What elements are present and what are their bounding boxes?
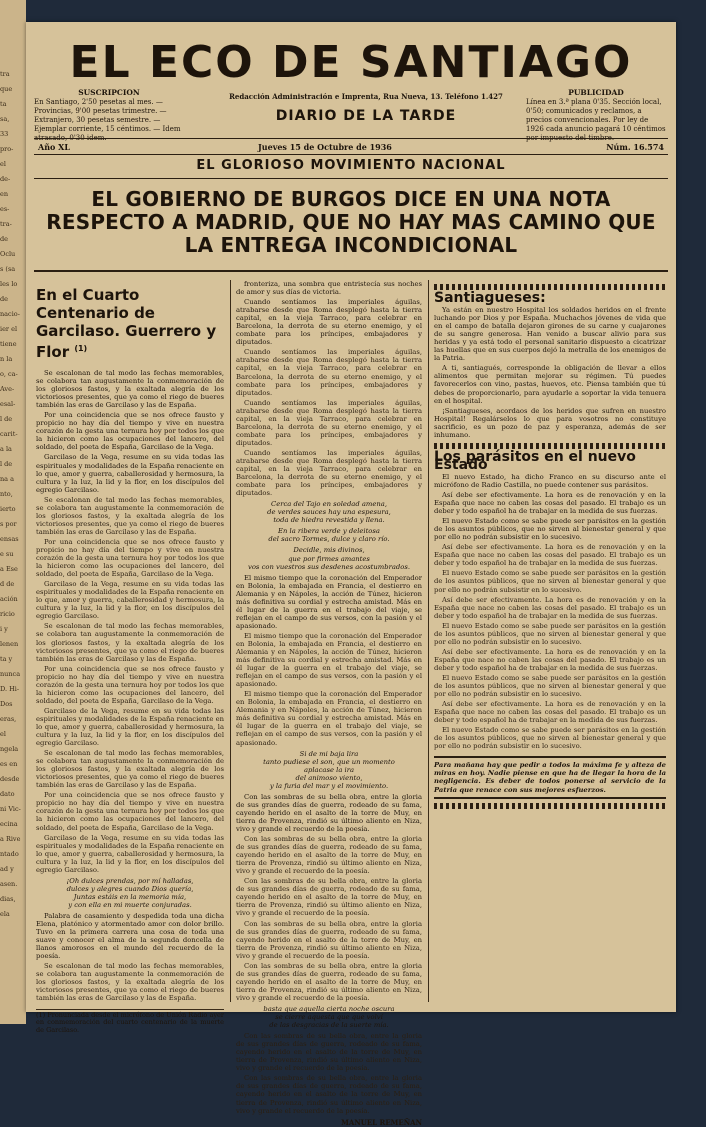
edge-fragment: ecina (0, 820, 18, 828)
article-paragraph: Cuando sentíamos las imperiales águilas, atrabarse desde que Roma desplegó hasta la tierra capital, en la vieja Tarraco, para celebrar en Barcelona, la derrota de su eterno enemigo, y el combate para los príncipes, embajadores y diputados. (236, 398, 422, 447)
article-paragraph: Se escalonan de tal modo las fechas memorables, se colabora tan augustamente la conmemoración de los gloriosos fastos, y la exaltada alegría de los victoriosos presentes, que ya como el riego de bueres también las eras de Garcilaso y las de España. (36, 962, 224, 1003)
edge-fragment: les lo (0, 280, 18, 288)
edge-fragment: a la (0, 445, 12, 453)
column-separator (230, 280, 231, 1002)
article-paragraph: El mismo tiempo que la coronación del Emperador en Bolonia, la embajada en Francia, el destierro en Alemania y en Nápoles, la acción de Túnez, hicieron más definitiva su cordial y estrecha amistad. Más en él lugar de la guerra en el trabajo del viaje, se reflejan en el campo de sus versos, con la pasión y el apasionado. (236, 690, 422, 747)
article-paragraph: El nuevo Estado como se sabe puede ser parásitos en la gestión de los asuntos públicos, que no sirven al bienestar general y que por ello no podrán subsistir en lo sucesivo. (434, 517, 666, 542)
article-paragraph: El mismo tiempo que la coronación del Emperador en Bolonia, la embajada en Francia, el destierro en Alemania y en Nápoles, la acción de Túnez, hicieron más definitiva su cordial y estrecha amistad. Más en él lugar de la guerra en el trabajo del viaje, se reflejan en el campo de sus versos, con la pasión y el apasionado. (236, 631, 422, 689)
article-paragraph: Así debe ser efectivamente. La hora es de renovación y en la España que nace no caben las cosas del pasado. El trabajo es un deber y todo español ha de trabajar en la medida de sus fuerzas. (434, 595, 666, 620)
edge-fragment: ierto (0, 505, 16, 513)
article-paragraph: Ya están en nuestro Hospital los soldados heridos en el frente luchando por Dios y por España. Muchachos jóvenes de vida que en el campo de batalla dejaron girones de su carne y cuajarones de su sangre generosa. Han venido a buscar alivio para sus heridas y ya está todo el personal sanitario dispuesto a cicatrizar las huellas que en sus cuerpos dejó la metralla de los enemigos de la Patria. (434, 306, 666, 363)
ornament-rule (434, 803, 666, 809)
poem-excerpt (236, 1005, 422, 1029)
verse-line: del sacro Tormes, dulce y claro río. (268, 535, 390, 544)
verse-line: se cierre aquesta que que volví (275, 1013, 383, 1022)
edge-fragment: Ave- (0, 385, 15, 393)
edge-fragment: el (0, 730, 6, 738)
footnote: (1) Pronunciada desde el micrófono de Unión Radio ayer en conmemoración del cuarto centenario de la muerte de Garcilaso. (36, 1010, 224, 1034)
edge-fragment: ad y (0, 865, 14, 873)
edge-fragment: ela (0, 910, 10, 918)
verse-line: de verdes sauces hay una espesura, (267, 508, 391, 517)
verse-line: que por firmes amantes (288, 554, 370, 563)
article-paragraph: Garcilaso de la Vega, resume en su vida todas las espirituales y modalidades de la España renaciente en lo que, amor y guerra, caballerosidad y hermosura, la cultura y la luz, la lid y la flor, en los discípulos del egregio Garcilaso. (36, 833, 224, 874)
ornament-rule (434, 443, 666, 449)
article-paragraph: A ti, santiagués, corresponde la obligación de llevar a ellos alimentos que permitan mejorar su régimen. Tú puedes favorecerlos con vino, pastas, huevos, etc. Piensa también que tú debes de proporcionarlo, para ayudarle a soportar la vida tenuera en el hospital. (434, 364, 666, 405)
verse-line: tanto pudiese el son, que un momento (263, 757, 395, 766)
article-paragraph: Por una coincidencia que se nos ofrece fausto y propicio no hay día del tiempo y vive en nuestra corazón de la gesta una ternura hoy por todos los que la hicieron como las ocupaciones del lancero, del soldado, del poeta de España, Garcilaso de la Vega. (36, 537, 224, 579)
newspaper-page (26, 22, 676, 1127)
article-paragraph: Cuando sentíamos las imperiales águilas, atrabarse desde que Roma desplegó hasta la tierra capital, en la vieja Tarraco, para celebrar en Barcelona, la derrota de su eterno enemigo, y el combate para los príncipes, embajadores y diputados. (236, 448, 422, 498)
article-paragraph: Así debe ser efectivamente. La hora es de renovación y en la España que nace no caben las cosas del pasado. El trabajo es un deber y todo español ha de trabajar en la medida de sus fuerzas. (434, 543, 666, 568)
advertising-text: Línea en 3.ª plana 0'35. Sección local, 0'50; comunicados y reclamos, a precios convencionales. Por ley de 1926 cada anuncio pagará 10 céntimos por impuesto del timbre. (526, 98, 666, 142)
edge-fragment: nunca (0, 670, 21, 678)
article-paragraph: El nuevo Estado, ha dicho Franco en su discurso ante el micrófono de Radio Castilla, no puede contener sus parásitos. (434, 472, 666, 489)
edge-fragment: ensas (0, 535, 19, 543)
article-paragraph: El mismo tiempo que la coronación del Emperador en Bolonia, la embajada en Francia, el destierro en Alemania y en Nápoles, la acción de Túnez, hicieron más definitiva su cordial y estrecha amistad. Más en él lugar de la guerra en el trabajo del viaje, se reflejan en el campo de sus versos, con la pasión y el apasionado. (236, 573, 422, 630)
poem-excerpt (236, 500, 422, 524)
edge-fragment: eras, (0, 715, 17, 723)
article-paragraph: El nuevo Estado como se sabe puede ser parásitos en la gestión de los asuntos públicos, que no sirven al bienestar general y que por ello no podrán subsistir en lo sucesivo. (434, 726, 666, 751)
advertising-heading: PUBLICIDAD (568, 88, 624, 97)
edge-fragment: ta y (0, 655, 13, 663)
edge-fragment: 33 (0, 130, 9, 138)
edge-fragment: nacio- (0, 310, 20, 318)
main-headline: EL GOBIERNO DE BURGOS DICE EN UNA NOTA RESPECTO A MADRID, QUE NO HAY MAS CAMINO QUE LA ENTREGA INCONDICIONAL (46, 187, 656, 257)
edge-fragment: dato (0, 790, 15, 798)
verse-line: de las desgracias de la suerte mía. (269, 1021, 389, 1030)
article-paragraph: Por una coincidencia que se nos ofrece fausto y propicio no hay día del tiempo y vive en nuestra corazón de la gesta una ternura hoy por todos los que la hicieron como las ocupaciones del lancero, del soldado, del poeta de España, Garcilaso de la Vega. (36, 664, 224, 705)
article-paragraph: Cuando sentíamos las imperiales águilas, atrabarse desde que Roma desplegó hasta la tierra capital, en la vieja Tarraco, para celebrar en Barcelona, la derrota de su eterno enemigo, y el combate para los príncipes, embajadores y diputados. (236, 348, 422, 397)
verse-line: Juntas estáis en la memoria mía, (73, 892, 187, 901)
verse-line: toda de hiedra revestida y llena. (273, 516, 385, 525)
article-signature: MANUEL REMEÑAN (341, 1117, 422, 1127)
edge-fragment: desde (0, 775, 20, 783)
background-right (676, 0, 706, 1024)
edge-fragment: n la (0, 355, 13, 363)
section-banner: EL GLORIOSO MOVIMIENTO NACIONAL (196, 158, 506, 173)
edge-fragment: Oclu (0, 250, 16, 258)
verse-line: y con ella en mi muerte conjuradas. (68, 900, 192, 909)
rule-headline (34, 270, 668, 272)
article-paragraph: Con las sombras de su bella obra, entre la gloria de sus grandes días de guerra, rodeado de su fama, cayendo herido en el asalto de la torre de Muy, en tierra de Provenza, rindió su último aliento en Niza, vivo y grande el recuerdo de la poesía. (236, 1032, 422, 1073)
article-paragraph: Garcilaso de la Vega, resume en su vida todas las espirituales y modalidades de la España renaciente en lo que, amor y guerra, caballerosidad y hermosura, la cultura y la luz, la lid y la flor, en los discípulos del egregio Garcilaso. (36, 706, 224, 748)
article-paragraph: Garcilaso de la Vega, resume en su vida todas las espirituales y modalidades de la España renaciente en lo que, amor y guerra, caballerosidad y hermosura, la cultura y la luz, la lid y la flor, en los discípulos del egregio Garcilaso. (36, 453, 224, 494)
issue-date: Jueves 15 de Octubre de 1936 (258, 142, 392, 152)
verse-line: ¡Oh dulces prendas, por mí halladas, (66, 876, 194, 885)
edge-fragment: sa, (0, 115, 10, 123)
article-paragraph: Palabra de casamiento y despedida toda una dicha Elena, platónico y atormentado amor con dolor brillo. Tuvo en la primera carrera una cosa de toda una suave y conocer el alma de la segunda doncella de llanos amorosos en el mundo del recuerdo de la poesía. (36, 912, 224, 961)
edge-fragment: na a (0, 475, 15, 483)
edge-fragment: ni Vic- (0, 805, 21, 813)
subscription-box (34, 88, 184, 143)
verse-line: Cerca del Tajo en soledad amena, (271, 500, 387, 509)
article-paragraph: Cuando sentíamos las imperiales águilas, atrabarse desde que Roma desplegó hasta la tierra capital, en la vieja Tarraco, para celebrar en Barcelona, la derrota de su eterno enemigo, y el combate para los príncipes, embajadores y diputados. (236, 298, 422, 347)
edge-fragment: ación (0, 595, 18, 603)
edge-fragment: esal- (0, 400, 16, 408)
column-separator (428, 280, 429, 1002)
verse-line: aplacase la ira (303, 765, 355, 774)
edge-fragment: d de (0, 580, 15, 588)
subscription-heading: SUSCRIPCION (78, 88, 140, 97)
verse-line: vos con vuestros sus desdenes acostumbrados. (247, 562, 410, 571)
article-paragraph: Con las sombras de su bella obra, entre la gloria de sus grandes días de guerra, rodeado de su fama, cayendo herido en el asalto de la torre de Muy, en tierra de Provenza, rindió su último aliento en Niza, vivo y grande el recuerdo de la poesía. (236, 961, 422, 1002)
edge-fragment: ntado (0, 850, 19, 858)
article-paragraph: fronteriza, una sombra que entristecía sus noches de amor y sus días de victoria. (236, 280, 422, 297)
edge-fragment: en (0, 190, 9, 198)
article-title-garcilaso: En el Cuarto Centenario de Garcilaso. Guerrero y Flor $^{(1)}$ (36, 286, 217, 361)
verse-line: del animoso viento, (295, 773, 363, 782)
article-paragraph: Se escalonan de tal modo las fechas memorables, se colabora tan augustamente la conmemoración de los gloriosos fastos, y la exaltada alegría de los victoriosos presentes, que ya como el riego de bueres también las eras de Garcilaso y las de España. (36, 749, 224, 790)
edge-fragment: e su (0, 550, 14, 558)
edge-fragment: s por (0, 520, 17, 528)
edge-fragment: D. Hi- (0, 685, 20, 693)
verse-line: Si de mi baja lira (299, 749, 359, 758)
poem-excerpt (236, 527, 422, 543)
subscription-text: En Santiago, 2'50 pesetas al mes. — Provincias, 9'00 pesetas trimestre. — Extranjero, 30 pesetas semestre. — Ejemplar corriente, 15 céntimos. — Idem atrasado, 0'30 idem. (34, 98, 181, 142)
rule-top (34, 138, 668, 139)
edge-fragment: tra- (0, 220, 12, 228)
article-paragraph: Garcilaso de la Vega, resume en su vida todas las espirituales y modalidades de la España renaciente en lo que, amor y guerra, caballerosidad y hermosura, la cultura y la luz, la lid y la flor, en los discípulos del egregio Garcilaso. (36, 580, 224, 621)
verse-line: Decidle, mis divinos, (293, 546, 365, 555)
edge-fragment: asen. (0, 880, 18, 888)
boxed-notice: Para mañana hay que pedir a todos la máxima fe y alteza de miras en hoy. Nadie piense en que ha de llegar la hora de la negligencia. Es deber de todos ponerse al servicio de la Patria que renace con sus mejores esfuerzos. (434, 756, 666, 798)
masthead-title: EL ECO DE SANTIAGO (69, 37, 633, 88)
article-paragraph: Con las sombras de su bella obra, entre la gloria de sus grandes días de guerra, rodeado de su fama, cayendo herido en el asalto de la torre de Muy, en tierra de Provenza, rindió su último aliento en Niza, vivo y grande el recuerdo de la poesía. (236, 919, 422, 960)
address-line: Redacción Administración e Imprenta, Rua Nueva, 13. Teléfono 1.427 (229, 92, 503, 101)
edge-fragment: lenen (0, 640, 19, 648)
poem-excerpt (36, 877, 224, 909)
edge-fragment: es en (0, 760, 18, 768)
article-paragraph: Por una coincidencia que se nos ofrece fausto y propicio no hay día del tiempo y vive en nuestra corazón de la gesta una ternura hoy por todos los que la hicieron como las ocupaciones del lancero, del soldado, del poeta de España, Garcilaso de la Vega. (36, 791, 224, 832)
edge-fragment: que (0, 85, 13, 93)
column-right (434, 280, 666, 1002)
article-paragraph: ¡Santiagueses, acordaos de los heridos que sufren en nuestro Hospital! Regalárselos lo que para vosotros no constituye sacrificio, es un pozo de paz y esperanza, además de ser inhumano. (434, 406, 666, 439)
edge-fragment: pro- (0, 145, 14, 153)
edge-fragment: nto, (0, 490, 13, 498)
edge-fragment: a Rive (0, 835, 21, 843)
edge-fragment: dias, (0, 895, 16, 903)
edge-fragment: Dos (0, 700, 13, 708)
poem-excerpt (236, 546, 422, 570)
edge-fragment: tiene (0, 340, 17, 348)
article-paragraph: Con las sombras de su bella obra, entre la gloria de sus grandes días de guerra, rodeado de su fama, cayendo herido en el asalto de la torre de Muy, en tierra de Provenza, rindió su último aliento en Niza, vivo y grande el recuerdo de la poesía. (236, 792, 422, 833)
issue-year: Año XL (38, 142, 70, 152)
article-paragraph: Se escalonan de tal modo las fechas memorables, se colabora tan augustamente la conmemoración de los gloriosos fastos, y la exaltada alegría de los victoriosos presentes, que ya como el riego de bueres también las eras de Garcilaso y las de España. (36, 369, 224, 410)
edge-fragment: es- (0, 205, 10, 213)
article-paragraph: Con las sombras de su bella obra, entre la gloria de sus grandes días de guerra, rodeado de su fama, cayendo herido en el asalto de la torre de Muy, en tierra de Provenza, rindió su último aliento en Niza, vivo y grande el recuerdo de la poesía. (236, 877, 422, 918)
rule-issue (34, 154, 668, 155)
column-garcilaso (36, 280, 224, 1034)
daily-subtitle: DIARIO DE LA TARDE (275, 108, 457, 124)
edge-fragment: a Ese (0, 565, 18, 573)
verse-line: dulces y alegres cuando Dios quería, (66, 884, 194, 893)
edge-fragment: i y (0, 625, 8, 633)
edge-fragment: s (sa (0, 265, 16, 273)
article-title-parasitos: Los parásitos en el nuevo Estado (434, 448, 636, 473)
article-paragraph: El nuevo Estado como se sabe puede ser parásitos en la gestión de los asuntos públicos, que no sirven al bienestar general y que por ello no podrán subsistir en lo sucesivo. (434, 673, 666, 699)
edge-fragment: l de (0, 415, 13, 423)
adjacent-page-strip (0, 0, 26, 1024)
article-paragraph: Se escalonan de tal modo las fechas memorables, se colabora tan augustamente la conmemoración de los gloriosos fastos, y la exaltada alegría de los victoriosos presentes, que ya como el riego de bueres también las eras de Garcilaso y las de España. (36, 495, 224, 536)
edge-fragment: tra (0, 70, 10, 78)
article-paragraph: El nuevo Estado como se sabe puede ser parásitos en la gestión de los asuntos públicos, que no sirven al bienestar general y que por ello no podrán subsistir en lo sucesivo. (434, 621, 666, 646)
article-paragraph: Se escalonan de tal modo las fechas memorables, se colabora tan augustamente la conmemoración de los gloriosos fastos, y la exaltada alegría de los victoriosos presentes, que ya como el riego de bueres también las eras de Garcilaso y las de España. (36, 622, 224, 663)
edge-fragment: ricio (0, 610, 15, 618)
article-paragraph: El nuevo Estado como se sabe puede ser parásitos en la gestión de los asuntos públicos, que no sirven al bienestar general y que por ello no podrán subsistir en lo sucesivo. (434, 569, 666, 594)
article-title-santiagueses: Santiagueses: (434, 290, 546, 306)
verse-line: basta que aquella cierta noche oscura (263, 1004, 395, 1013)
verse-line: y la furia del mar y el movimiento. (269, 781, 389, 790)
edge-fragment: ngela (0, 745, 19, 753)
verse-line: En la ribera verde y deleitosa (278, 527, 380, 536)
edge-fragment: ta (0, 100, 7, 108)
column-continuation (236, 280, 422, 1127)
article-paragraph: Así debe ser efectivamente. La hora es de renovación y en la España que nace no caben las cosas del pasado. El trabajo es un deber y todo español ha de trabajar en la medida de sus fuerzas. (434, 647, 666, 672)
article-paragraph: Con las sombras de su bella obra, entre la gloria de sus grandes días de guerra, rodeado de su fama, cayendo herido en el asalto de la torre de Muy, en tierra de Provenza, rindió su último aliento en Niza, vivo y grande el recuerdo de la poesía. (236, 835, 422, 876)
poem-excerpt (236, 750, 422, 790)
edge-fragment: de (0, 235, 9, 243)
edge-fragment: o, ca- (0, 370, 18, 378)
article-paragraph: Así debe ser efectivamente. La hora es de renovación y en la España que nace no caben las cosas del pasado. El trabajo es un deber y todo español ha de trabajar en la medida de sus fuerzas. (434, 700, 666, 725)
article-paragraph: Por una coincidencia que se nos ofrece fausto y propicio no hay día del tiempo y vive en nuestra corazón de la gesta una ternura hoy por todos los que la hicieron como las ocupaciones del lancero, del soldado, del poeta de España, Garcilaso de la Vega. (36, 411, 224, 452)
edge-fragment: el (0, 160, 6, 168)
rule-banner (34, 178, 668, 179)
edge-fragment: de (0, 295, 9, 303)
article-paragraph: Así debe ser efectivamente. La hora es de renovación y en la España que nace no caben las cosas del pasado. El trabajo es un deber y todo español ha de trabajar en la medida de sus fuerzas. (434, 490, 666, 516)
issue-number: Núm. 16.574 (606, 142, 664, 152)
edge-fragment: l de (0, 460, 13, 468)
article-paragraph: Con las sombras de su bella obra, entre la gloria de sus grandes días de guerra, rodeado de su fama, cayendo herido en el asalto de la torre de Muy, en tierra de Provenza, rindió su último aliento en Niza, vivo y grande el recuerdo de la poesía. (236, 1074, 422, 1115)
edge-fragment: carit- (0, 430, 18, 438)
edge-fragment: de- (0, 175, 11, 183)
edge-fragment: ier el (0, 325, 18, 333)
advertising-box (526, 88, 666, 143)
